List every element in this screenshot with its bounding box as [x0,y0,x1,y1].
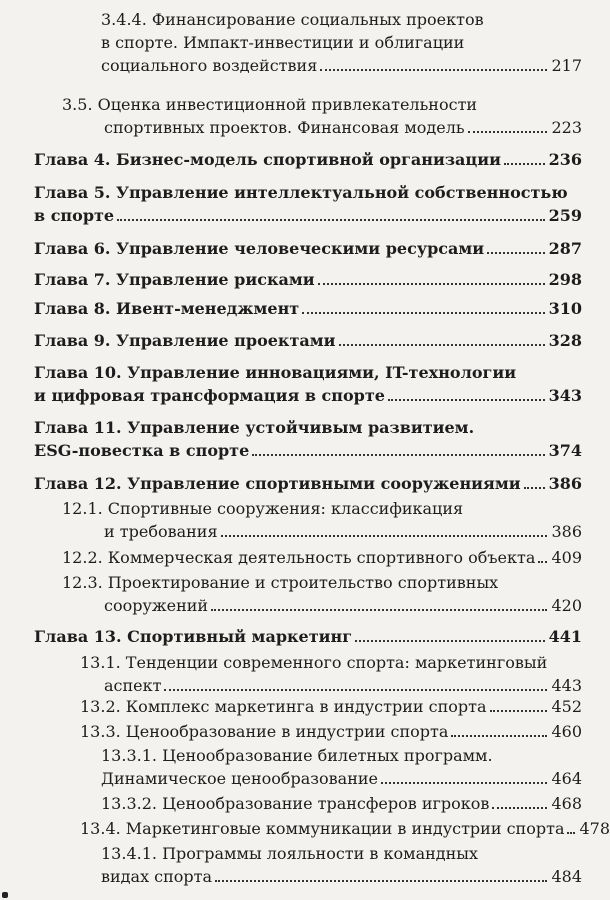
dot-leader [320,69,547,71]
toc-line: 13.3.2. Ценообразование трансферов игроков [101,794,490,813]
toc-line: 13.2. Комплекс маркетинга в индустрии спорта [80,697,487,716]
toc-line: 12.3. Проектирование и строительство спортивных [62,573,499,592]
toc-line: 13.1. Тенденции современного спорта: маркетинговый [80,653,548,672]
dot-leader [381,782,547,784]
toc-line: 3.5. Оценка инвестиционной привлекательности [62,95,478,114]
page-number: 386 [551,522,582,541]
toc-line: в спорте. Импакт-инвестиции и облигации [101,33,465,52]
toc-line: Глава 13. Спортивный маркетинг [34,627,353,646]
toc-line: Динамическое ценообразование [101,769,378,788]
dot-leader [355,640,545,642]
page-number: 343 [548,386,582,405]
toc-chapter-11 [34,416,582,462]
page-number: 217 [551,56,582,75]
page-number: 310 [548,299,582,318]
toc-line: Глава 8. Ивент-менеджмент [34,299,300,318]
toc-entry-12-3 [62,571,582,617]
toc-chapter-13 [34,625,582,648]
toc-chapter-4 [34,148,582,171]
toc-line: социального воздействия [101,56,318,75]
page-number: 374 [548,441,582,460]
dot-leader [490,710,548,712]
dot-leader [252,454,544,456]
dot-leader [388,399,545,401]
dot-leader [451,735,547,737]
dot-leader [524,487,545,489]
toc-entry-13-2 [80,695,582,718]
toc-line: 13.4. Маркетинговые коммуникации в индустрии спорта [80,819,565,838]
toc-entry-13-1 [80,651,582,697]
toc-line: 13.3.1. Ценообразование билетных программ. [101,746,493,765]
page-number: 236 [548,150,582,169]
toc-line: 12.2. Коммерческая деятельность спортивного объекта [62,548,536,567]
toc-entry-12-2 [62,546,582,569]
toc-chapter-9 [34,329,582,352]
page-number: 328 [548,331,582,350]
dot-leader [567,832,575,834]
toc-entry-13-4-1 [101,842,582,888]
page-number: 484 [551,867,582,886]
toc-line: Глава 11. Управление устойчивым развитием. [34,418,475,437]
toc-line: Глава 6. Управление человеческими ресурсами [34,239,485,258]
toc-line: видах спорта [101,867,213,886]
toc-entry-13-4 [80,817,610,840]
toc-line: аспект [104,676,162,695]
toc-line: и цифровая трансформация в спорте [34,386,385,405]
page-number: 409 [551,548,582,567]
dot-leader [215,880,547,882]
dot-leader [117,219,545,221]
page-number: 460 [551,722,582,741]
toc-entry-12-1 [62,497,582,543]
page-number: 287 [548,239,582,258]
toc-line: Глава 5. Управление интеллектуальной собственностью [34,183,568,202]
toc-line: Глава 4. Бизнес-модель спортивной организации [34,150,501,169]
toc-line: Глава 12. Управление спортивными сооружениями [34,474,521,493]
dot-leader [221,535,548,537]
toc-chapter-6 [34,237,582,260]
toc-entry-13-3-2 [101,792,582,815]
dot-leader [538,561,547,563]
toc-line: и требования [104,522,218,541]
dot-leader [487,252,544,254]
toc-line: 3.4.4. Финансирование социальных проектов [101,10,484,29]
toc-line: 13.3. Ценообразование в индустрии спорта [80,722,449,741]
toc-line: Глава 10. Управление инновациями, IT-технологии [34,363,517,382]
toc-chapter-10 [34,361,582,407]
dot-leader [492,807,547,809]
page-number: 298 [548,270,582,289]
page-number: 420 [551,596,582,615]
page-number: 441 [548,627,582,646]
toc-line: Глава 7. Управление рисками [34,270,315,289]
toc-line: ESG-повестка в спорте [34,441,250,460]
toc-line: в спорте [34,206,115,225]
toc-chapter-12 [34,472,582,495]
page-number: 478 [579,819,610,838]
page-number: 464 [551,769,582,788]
page-number: 386 [548,474,582,493]
dot-leader [302,312,544,314]
toc-line: Глава 9. Управление проектами [34,331,336,350]
dot-leader [318,283,545,285]
page-number: 223 [551,118,582,137]
dot-leader [164,689,547,691]
page-number: 443 [551,676,582,695]
toc-line: 13.4.1. Программы лояльности в командных [101,844,479,863]
page-number: 259 [548,206,582,225]
toc-chapter-5 [34,181,582,227]
page-number: 452 [551,697,582,716]
toc-entry-13-3 [80,720,582,743]
toc-entry-13-3-1 [101,744,582,790]
toc-line: 12.1. Спортивные сооружения: классификация [62,499,464,518]
toc-line: спортивных проектов. Финансовая модель [104,118,465,137]
page-number: 468 [551,794,582,813]
dot-leader [504,163,545,165]
dot-leader [211,609,547,611]
dot-leader [339,344,545,346]
toc-chapter-8 [34,297,582,320]
toc-entry-3-5 [62,93,582,139]
toc-chapter-7 [34,268,582,291]
print-mark [2,892,8,898]
toc-entry-3-4-4 [101,8,582,77]
toc-line: сооружений [104,596,209,615]
dot-leader [468,131,548,133]
